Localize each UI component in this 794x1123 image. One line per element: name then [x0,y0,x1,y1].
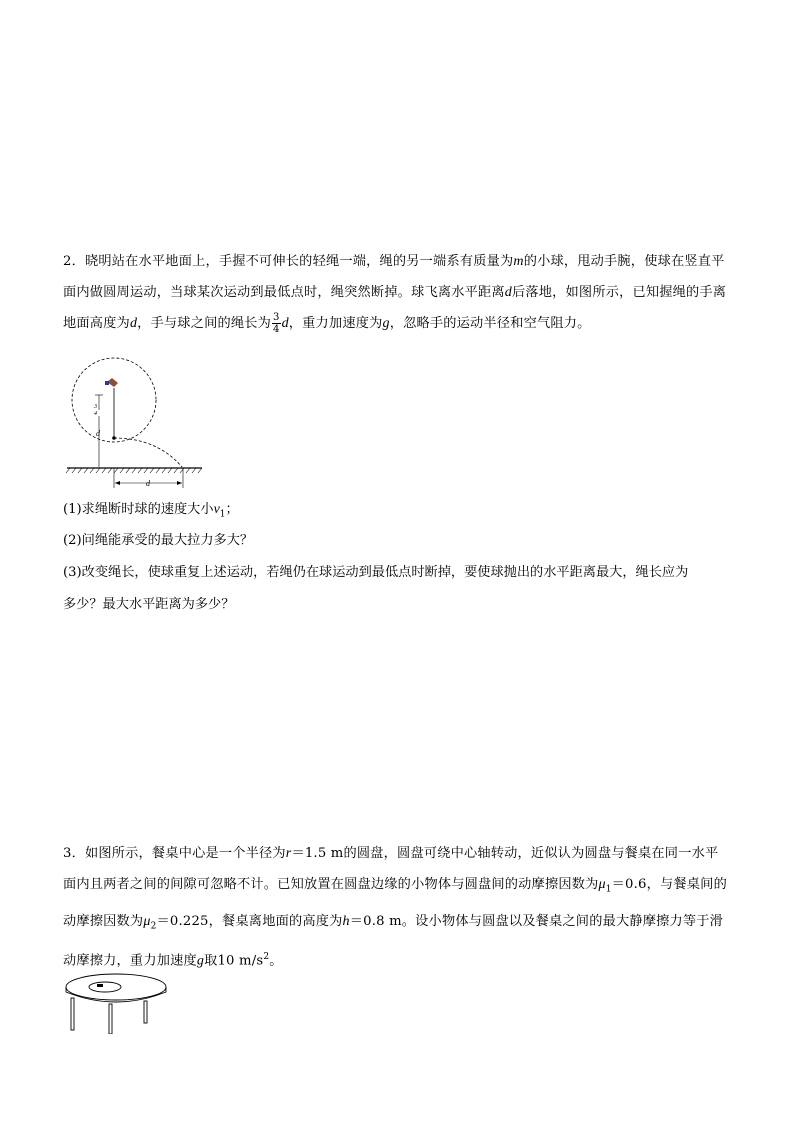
label-d-horizontal: d [146,479,150,488]
question-2-text [63,246,731,339]
ground-hatching [66,468,202,473]
text-run: 如图所示，餐桌中心是一个半径为 [84,846,286,861]
subscript: 1 [219,509,226,520]
question-2-figure [62,350,222,495]
text-run: 。 [269,953,283,969]
var-mu1: μ [598,877,606,892]
question-number: 2． [63,254,85,269]
sleeve-icon [105,381,109,385]
var-mu2: μ [143,913,151,929]
text-run: ＝0.225，餐桌离地面的高度为 [156,913,343,929]
var-v: v [213,502,220,517]
table-legs [71,998,147,1034]
text-run: 晓明站在水平地面上，手握不可伸长的轻绳一端，绳的另一端系有质量为 [84,254,514,269]
superscript: 2 [263,952,270,963]
text-run: ； [225,502,239,517]
text-run: 取10 m/s [204,953,264,969]
question-number: 3． [63,846,85,861]
label-d-vertical: d [96,429,100,438]
fraction-numerator: 3 [273,312,280,323]
text-run: ＝0.8 m。设小物体与圆盘以及餐桌之间的最大静摩擦力等于滑动摩擦力，重力加速度 [63,913,724,969]
var-h: h [342,913,350,929]
fraction-three-quarters [272,312,281,335]
var-m: m [513,254,524,269]
fraction-denominator: 4 [273,324,280,335]
label-4: 4 [94,411,97,417]
text-run: 后落地，如图所示，已知握绳的手离地面高度为 [63,285,727,331]
subscript: 2 [150,921,157,932]
question-3-figure [63,972,173,1034]
label-3: 3 [94,404,97,410]
text-run: 的小球，甩动手腕，使球在竖直平面内做圆周运动，当球某次运动到最低点时，绳突然断掉。球飞离水平距离 [63,254,725,300]
text-run: ＝1.5 m的圆盘，圆盘可绕中心轴转动，近似认为圆盘与餐桌在同一水平面内且两者之间的间隙可忽略不计。已知放置在圆盘边缘的小物体与圆盘间的动摩擦因数为 [63,846,719,892]
table-top [66,974,166,1000]
small-object [97,984,103,987]
sub-question-3-line-1: (3)改变绳长，使球重复上述运动，若绳仍在球运动到最低点时断掉，要使球抛出的水平距离最大，绳长应为 [63,565,689,580]
text-run: (1)求绳断时球的速度大小 [63,502,214,517]
var-g: g [196,953,205,969]
text-run: ，重力加速度为 [288,316,383,331]
text-run: ，手与球之间的绳长为 [137,316,272,331]
text-run: ＝0.6，与餐桌间的动摩擦因数为 [63,877,727,929]
var-d: d [281,316,289,331]
sub-question-1 [63,500,239,525]
trajectory-path [114,438,182,467]
text-run: ，忽略手的运动半径和空气阻力。 [389,316,591,331]
subscript: 1 [605,884,612,895]
sub-question-2: (2)问绳能承受的最大拉力多大？ [63,533,254,548]
var-d: d [504,285,512,300]
var-g: g [382,316,390,331]
var-d: d [129,316,138,331]
sub-question-3-line-2: 多少？最大水平距离为多少？ [63,597,235,612]
question-3-text [63,838,731,977]
var-r: r [285,846,292,861]
